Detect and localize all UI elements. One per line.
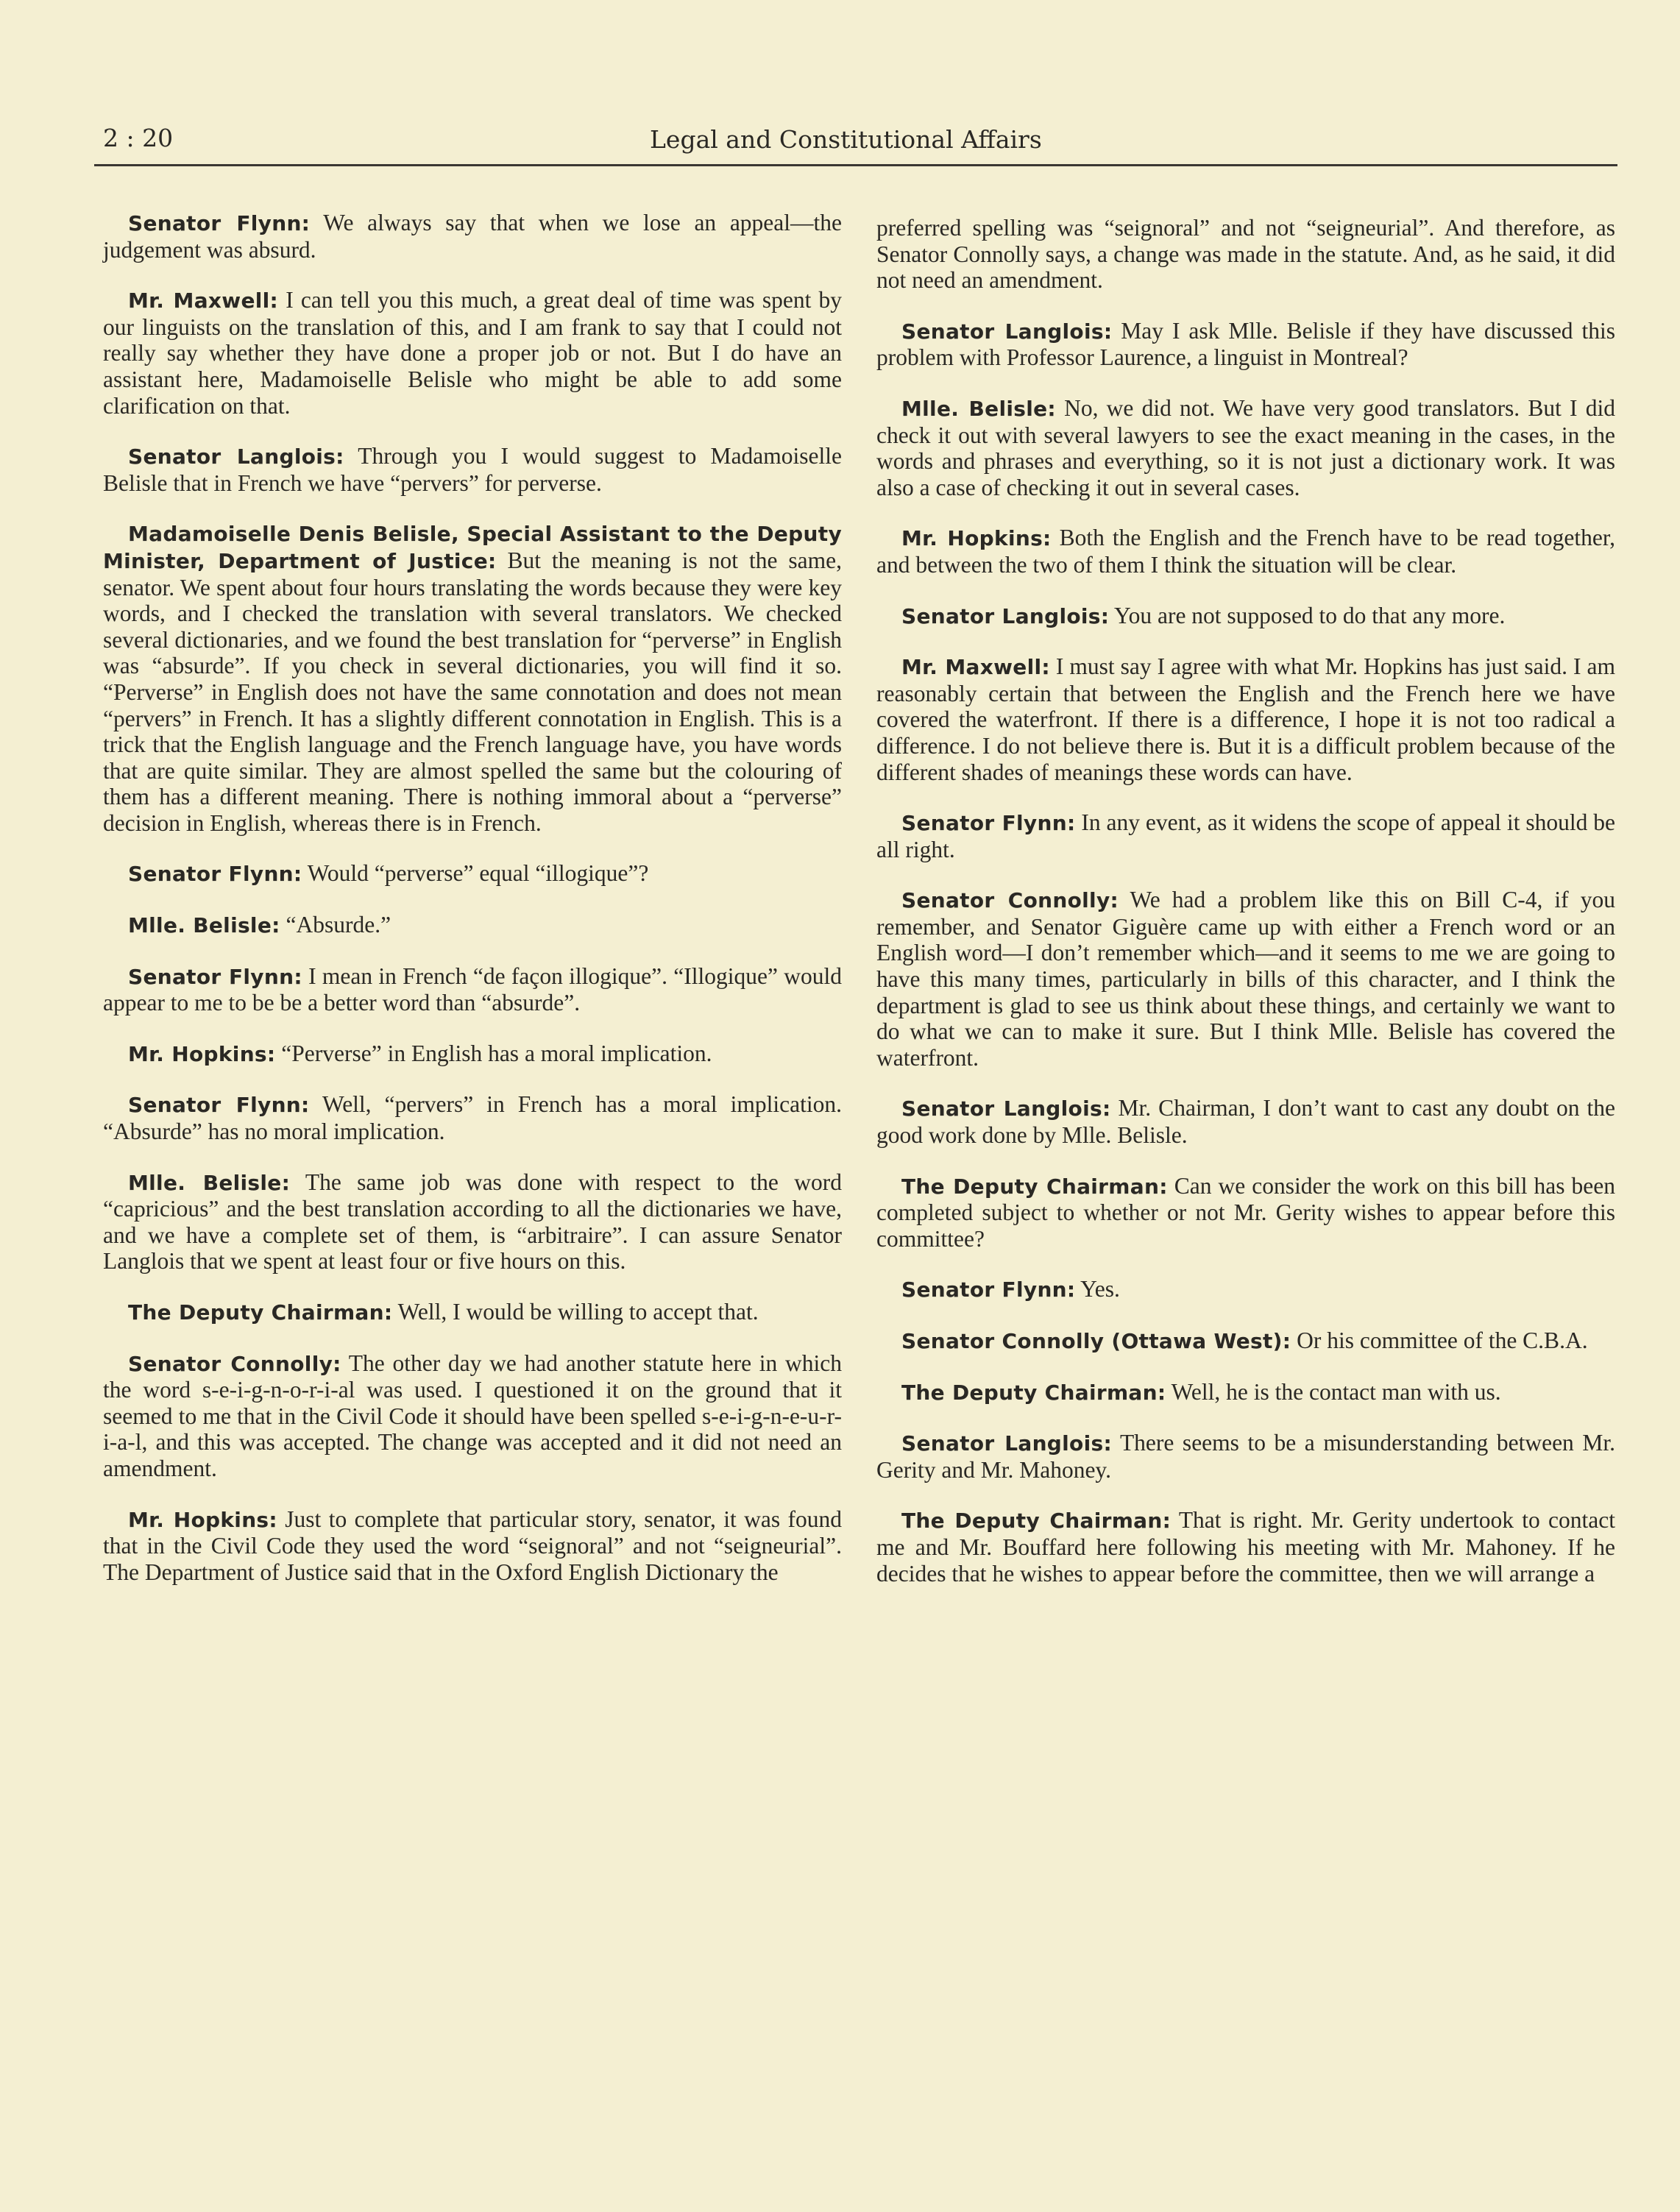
speech-text: Can we consider the work on this bill has been completed subject to whether or not Mr. Gerity wishes to appear before this committee? xyxy=(876,1172,1615,1252)
speaker-name: Mr. Maxwell: xyxy=(901,655,1050,680)
speech-text: May I ask Mlle. Belisle if they have discussed this problem with Professor Laurence, a linguist in Montreal? xyxy=(876,317,1616,371)
paragraph xyxy=(876,525,1615,578)
speaker-name: Mr. Hopkins: xyxy=(901,526,1052,551)
speech-text: Well, he is the contact man with us. xyxy=(1171,1378,1501,1405)
speaker-name: Senator Flynn: xyxy=(128,211,311,235)
speech-text: I can tell you this much, a great deal of time was spent by our linguists on the translation of this, and I am frank to say that I could not really say whether they have done a proper job or not. But I do have an assistant here, Madamoiselle Belisle who might be able to add some clarification on that. xyxy=(103,287,843,419)
header-rule xyxy=(94,164,1617,166)
speaker-name: Senator Langlois: xyxy=(901,603,1110,628)
running-header xyxy=(94,119,1617,156)
paragraph xyxy=(876,1430,1615,1483)
speech-text: I must say I agree with what Mr. Hopkins has just said. I am reasonably certain that between the English and the French here we have covered the waterfront. If there is a difference, I hope it is not too radical a difference. I do not believe there is. But it is a difficult problem because of the different shades of meanings these words can have. xyxy=(876,653,1615,785)
speaker-name: Senator Langlois: xyxy=(901,1431,1112,1456)
speaker-name: Mlle. Belisle: xyxy=(901,396,1056,421)
paragraph-continued xyxy=(876,215,1615,294)
paragraph xyxy=(103,963,842,1016)
speaker-name: Madamoiselle Denis Belisle, Special Assistant to the Deputy Minister, Department of Justice: xyxy=(103,522,842,573)
speech-text: Yes. xyxy=(1080,1276,1120,1302)
speaker-name: Senator Flynn: xyxy=(128,862,302,887)
speech-text: In any event, as it widens the scope of appeal it should be all right. xyxy=(876,809,1616,862)
speaker-name: Mlle. Belisle: xyxy=(128,1170,291,1195)
speech-text: There seems to be a misunderstanding between Mr. Gerity and Mr. Mahoney. xyxy=(876,1430,1615,1483)
paragraph xyxy=(876,1379,1615,1406)
speech-text: Or his committee of the C.B.A. xyxy=(1297,1327,1588,1353)
paragraph xyxy=(103,443,842,496)
speech-text: You are not supposed to do that any more. xyxy=(1114,602,1506,628)
left-column xyxy=(103,210,842,1609)
speech-text: The same job was done with respect to the word “capricious” and the best translation according to all the dictionaries we have, and we have a complete set of them, is “arbitraire”. I can assure Senator Langlois that we spent at least four or five hours on this. xyxy=(103,1169,842,1275)
speech-text: Both the English and the French have to be read together, and between the two of them I think the situation will be clear. xyxy=(876,525,1615,578)
speaker-name: Senator Langlois: xyxy=(901,1096,1111,1121)
speech-text: We had a problem like this on Bill C-4, if you remember, and Senator Giguère came up with either a French word or an English word—I don’t remember which—and it seems to me we are going to have this many times, particularly in bills of this character, and I think the department is glad to see us think about these things, and certainly we want to do what we can to make it sure. But I think Mlle. Belisle has covered the waterfront. xyxy=(876,887,1615,1071)
paragraph xyxy=(876,1327,1615,1355)
paragraph xyxy=(876,653,1615,785)
speaker-name: Mlle. Belisle: xyxy=(128,913,280,938)
paragraph xyxy=(103,1041,842,1068)
speaker-name: Mr. Maxwell: xyxy=(128,288,279,313)
speaker-name: Senator Langlois: xyxy=(901,319,1113,344)
speech-text: The other day we had another statute here in which the word s-e-i-g-n-o-r-i-al was used. I questioned it on the ground that it seemed to me that in the Civil Code it should have been spelled s-e-i-g-n-e-u-r-i-a-l, and this was accepted. The change was accepted and it did not need an amendment. xyxy=(103,1350,842,1481)
speech-text: Well, I would be willing to accept that. xyxy=(397,1299,759,1325)
paragraph xyxy=(876,1095,1615,1148)
right-column xyxy=(876,215,1615,1611)
speaker-name: Senator Connolly: xyxy=(901,888,1119,913)
speech-text: That is right. Mr. Gerity undertook to contact me and Mr. Bouffard here following his meeting with Mr. Mahoney. If he decides that he wishes to appear before the committee, then we will arrange a xyxy=(876,1507,1615,1587)
paragraph xyxy=(876,1507,1615,1587)
speech-text: I mean in French “de façon illogique”. “Illogique” would appear to me to be be a better word than “absurde”. xyxy=(103,963,843,1016)
speech-text: preferred spelling was “seignoral” and not “seigneurial”. And therefore, as Senator Connolly says, a change was made in the statute. And, as he said, it did not need an amendment. xyxy=(876,215,1615,294)
page-title: Legal and Constitutional Affairs xyxy=(650,125,1042,154)
page-number: 2 : 20 xyxy=(103,124,174,152)
speaker-name: Senator Connolly (Ottawa West): xyxy=(901,1329,1291,1353)
speaker-name: The Deputy Chairman: xyxy=(901,1509,1172,1534)
paragraph xyxy=(876,1173,1615,1252)
speaker-name: Senator Langlois: xyxy=(128,444,344,469)
speech-text: But the meaning is not the same, senator. We spent about four hours translating the words because they were key words, and I checked the translation with several translators. We checked several dictionaries, and we found the best translation for “perverse” in English was “absurde”. If you check in several dictionaries, you will find it so. “Perverse” in English does not have the same connotation and does not mean “pervers” in French. It has a slightly different connotation in English. This is a trick that the English language and the French language have, you have words that are quite similar. They are almost spelled the same but the colouring of them has a different meaning. There is nothing immoral about a “perverse” decision in English, whereas there is in French. xyxy=(103,547,843,836)
speaker-name: Senator Connolly: xyxy=(128,1351,341,1376)
paragraph xyxy=(103,1506,842,1586)
speech-text: No, we did not. We have very good translators. But I did check it out with several lawyers to see the exact meaning in the cases, in the words and phrases and everything, so it is not just a dictionary work. It was also a case of checking it out in several cases. xyxy=(876,394,1615,500)
paragraph xyxy=(876,603,1615,630)
paragraph xyxy=(103,287,842,419)
speaker-name: The Deputy Chairman: xyxy=(901,1380,1166,1405)
speech-text: Well, “pervers” in French has a moral implication. “Absurde” has no moral implication. xyxy=(103,1091,843,1145)
speaker-name: Mr. Hopkins: xyxy=(128,1507,277,1532)
speaker-name: The Deputy Chairman: xyxy=(128,1300,393,1325)
paragraph xyxy=(876,887,1615,1071)
speech-text: Mr. Chairman, I don’t want to cast any doubt on the good work done by Mlle. Belisle. xyxy=(876,1095,1616,1149)
speech-text: Just to complete that particular story, senator, it was found that in the Civil Code they used the word “seignoral” and not “seigneurial”. The Department of Justice said that in the Oxford English Dictionary the xyxy=(103,1506,842,1585)
speech-text: “Absurde.” xyxy=(286,912,391,938)
paragraph xyxy=(103,1350,842,1482)
speaker-name: Senator Flynn: xyxy=(901,811,1076,836)
paragraph xyxy=(876,1276,1615,1303)
paragraph xyxy=(103,860,842,887)
speaker-name: The Deputy Chairman: xyxy=(901,1174,1168,1199)
paragraph xyxy=(103,1299,842,1326)
paragraph xyxy=(103,912,842,939)
paragraph xyxy=(876,318,1615,371)
paragraph xyxy=(103,1091,842,1144)
speech-text: “Perverse” in English has a moral implication. xyxy=(281,1040,712,1066)
speech-text: Through you I would suggest to Madamoiselle Belisle that in French we have “pervers” for perverse. xyxy=(103,443,843,496)
speech-text: We always say that when we lose an appeal—the judgement was absurd. xyxy=(103,210,843,263)
paragraph xyxy=(876,395,1615,500)
speech-text: Would “perverse” equal “illogique”? xyxy=(307,860,649,887)
paragraph xyxy=(103,210,842,263)
paragraph xyxy=(103,520,842,836)
speaker-name: Mr. Hopkins: xyxy=(128,1041,276,1066)
speaker-name: Senator Flynn: xyxy=(901,1277,1076,1302)
paragraph xyxy=(103,1169,842,1275)
speaker-name: Senator Flynn: xyxy=(128,1093,310,1118)
speaker-name: Senator Flynn: xyxy=(128,964,302,989)
paragraph xyxy=(876,809,1615,862)
